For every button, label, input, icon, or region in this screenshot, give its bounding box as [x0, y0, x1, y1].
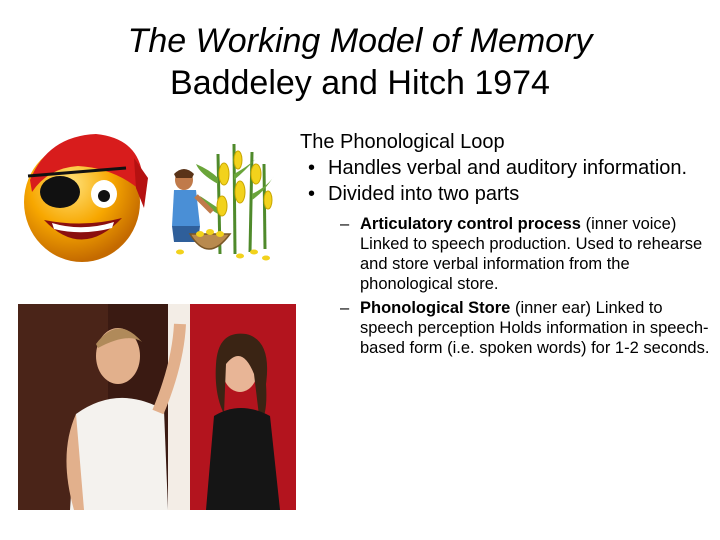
slide-content	[300, 130, 710, 362]
section-heading: The Phonological Loop	[300, 131, 505, 153]
sub-bullet-item	[300, 298, 710, 358]
dash-marker: –	[340, 299, 350, 317]
bullet-marker: •	[308, 157, 316, 179]
sub-bullet-item	[300, 214, 710, 294]
dash-marker: –	[340, 215, 350, 233]
title-line-1: The Working Model of Memory	[127, 22, 593, 60]
bullet-text: Handles verbal and auditory information.	[328, 157, 688, 179]
farmer-harvesting-corn-icon	[160, 134, 280, 264]
sub-bullet-list	[300, 214, 710, 358]
slide-title	[0, 20, 720, 104]
people-talking-photo	[18, 304, 296, 510]
bullet-item	[300, 156, 710, 180]
sub-bullet-term: Phonological Store	[360, 299, 511, 317]
pirate-smiley-icon	[18, 128, 150, 266]
bullet-marker: •	[308, 183, 316, 205]
sub-bullet-text: (inner voice) Linked to speech production. Used to rehearse and store verbal information from the phonological store.	[360, 215, 703, 293]
sub-bullet-term: Articulatory control process	[360, 215, 581, 233]
bullet-item	[300, 182, 710, 206]
bullet-text: Divided into two parts	[328, 183, 520, 205]
sub-bullet-text: (inner ear) Linked to speech perception Holds information in speech-based form (i.e. spoken words) for 1-2 seconds.	[360, 299, 710, 357]
title-line-2: Baddeley and Hitch 1974	[170, 64, 550, 102]
